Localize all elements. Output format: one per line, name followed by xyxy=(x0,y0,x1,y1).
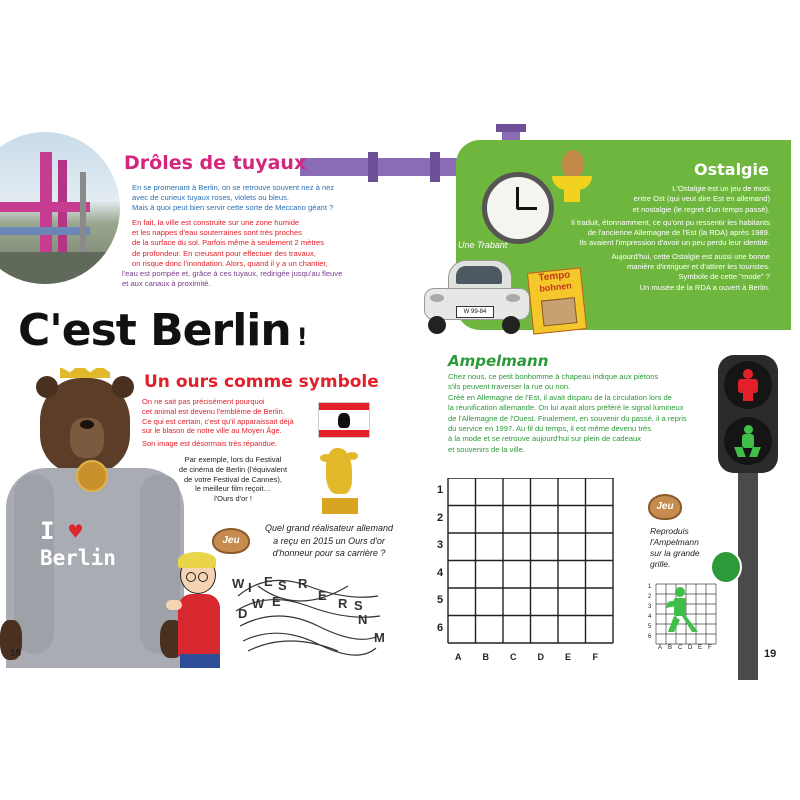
grid-row-label: 6 xyxy=(437,621,444,634)
grid-col-label: B xyxy=(482,652,489,662)
ours-red-text: On ne sait pas précisément pourquoi cet animal est devenu l'emblème de Berlin. Ce qui est certain, c'est qu'il apparaissait déjà sur le blason de notre ville au Moyen Âge. Son image est désormais très répandue. xyxy=(142,397,294,449)
grid-col-label: E xyxy=(565,652,572,662)
grid-col-label: A xyxy=(455,652,462,662)
tempo-bohnen-box: Tempo bohnen xyxy=(527,267,587,334)
heart-icon: ♥ xyxy=(68,520,83,545)
pipes-photo xyxy=(0,132,120,284)
ostalgie-title: Ostalgie xyxy=(694,160,769,179)
drawing-grid xyxy=(430,478,630,668)
small-grid-col-label: D xyxy=(688,645,693,651)
golden-bear-icon xyxy=(318,448,362,518)
ours-black-text: Par exemple, lors du Festival de cinéma de Berlin (l'équivalent de votre Festival de Cannes), le meilleur film reçoit… l'Ours d'or ! xyxy=(178,455,288,504)
question-text: Quel grand réalisateur allemand a reçu en 2015 un Ours d'or d'honneur pour sa carrière ? xyxy=(264,523,394,558)
license-plate: W 99-84 xyxy=(456,306,494,318)
maze-letter: D xyxy=(238,606,248,621)
purple-pipe-top-cap xyxy=(496,124,526,132)
grid-col-label: F xyxy=(592,652,598,662)
grid-row-label: 2 xyxy=(437,511,444,524)
small-grid-row-label: 4 xyxy=(648,614,652,620)
grid-col-label: C xyxy=(510,652,517,662)
shirt-print: I ♥ Berlin xyxy=(40,517,116,570)
maze-letter: R xyxy=(298,576,308,591)
ours-title: Un ours comme symbole xyxy=(144,372,379,392)
small-grid-row-label: 5 xyxy=(648,624,652,630)
jeu-badge-right: Jeu xyxy=(648,494,682,520)
tuyaux-red-text: En fait, la ville est construite sur une zone humide et les nappes d'eau souterraines sont très proches de la surface du sol. Parfois même à seulement 2 mètres de profondeur. En creusant pour effectuer des travaux, on risque donc l'inondation. Alors, quand il y a un chantier, xyxy=(132,218,328,268)
tuyaux-purple-text: l'eau est pompée et, grâce à ces tuyaux, redirigée jusqu'au fleuve et aux canaux à proximité. xyxy=(122,269,343,289)
small-grid-row-label: 2 xyxy=(648,594,652,600)
maze-letter: I xyxy=(248,580,252,595)
page-number-right: 19 xyxy=(764,648,777,660)
small-grid-col-label: A xyxy=(658,645,663,651)
purple-pipe-joint xyxy=(368,152,378,182)
traffic-light xyxy=(718,355,778,680)
grid-col-label: D xyxy=(537,652,544,662)
small-grid-col-label: F xyxy=(708,645,712,651)
trabant-caption: Une Trabant xyxy=(458,240,508,250)
maze-letter: E xyxy=(264,574,273,589)
maze-puzzle xyxy=(228,566,386,656)
ampelmann-title: Ampelmann xyxy=(448,352,549,370)
maze-letter: E xyxy=(318,588,327,603)
maze-letter: W xyxy=(252,596,265,611)
grid-row-label: 5 xyxy=(437,594,444,606)
grid-row-label: 3 xyxy=(437,539,444,551)
small-grid-row-label: 6 xyxy=(648,634,652,640)
instruction-text: Reproduis l'Ampelmann sur la grande grille. xyxy=(650,526,700,569)
page-number-left: 18 xyxy=(10,648,22,659)
red-ampelmann-icon xyxy=(738,369,758,401)
green-ampelmann-icon xyxy=(736,425,760,457)
tuyaux-title: Drôles de tuyaux xyxy=(124,152,307,174)
small-grid-col-label: B xyxy=(668,645,673,651)
small-grid-col-label: E xyxy=(698,645,703,651)
maze-letter: R xyxy=(338,596,348,611)
purple-pipe-joint xyxy=(430,152,440,182)
maze-letter: S xyxy=(278,578,287,593)
page-headline: C'est Berlin ! xyxy=(18,305,307,356)
maze-letter: W xyxy=(232,576,245,591)
jeu-badge-left: Jeu xyxy=(212,528,250,554)
small-grid-col-label: C xyxy=(678,645,683,651)
boy-illustration xyxy=(166,556,226,668)
bear-crest-icon xyxy=(338,413,350,428)
ostalgie-text: L'Ostalgie est un jeu de mots entre Ost (qui veut dire Est en allemand) et nostalgie (le regret d'un temps passé). Il traduit, étonnamment, ce qu'ont pu ressentir les habitants de l'ancienne Allemagne de l'Est (la RDA) après 1989. Ils avaient l'impression d'avoir un peu perdu leur identité. Aujourd'hui, cette Ostalgie est aussi une bonne manière d'intriguer et d'attirer les touristes. Symbole de cette "mode" ? Un musée de la RDA a ouvert à Berlin. xyxy=(571,184,770,292)
maze-letter: M xyxy=(374,630,385,645)
berlin-flag xyxy=(318,402,370,438)
small-grid-row-label: 1 xyxy=(648,584,652,590)
grid-row-label: 1 xyxy=(437,484,444,496)
grid-row-label: 4 xyxy=(437,566,444,579)
small-grid-row-label: 3 xyxy=(648,604,652,610)
maze-letter: N xyxy=(358,612,368,627)
tuyaux-intro: En se promenant à Berlin, on se retrouve souvent nez à nez avec de curieux tuyaux roses, violets ou bleus. Mais à quoi peut bien servir cette sorte de Meccano géant ? xyxy=(132,183,335,213)
trabant-car xyxy=(420,252,532,338)
maze-letter: S xyxy=(354,598,363,613)
maze-letter: E xyxy=(272,594,281,609)
ampelmann-text: Chez nous, ce petit bonhomme à chapeau indique aux piétons s'ils peuvent traverser la rue ou non. Créé en Allemagne de l'Est, il avait disparu de la circulation lors de la réunification allemande. On lui avait alors préféré le signal lumineux de l'Allemagne de l'Ouest. Finalement, en souvenir du passé, il a repris du service en 1997. Au fil du temps, il est même devenu très à la mode et se retrouve aujourd'hui sur plein de cadeaux et souvenirs de la ville. xyxy=(448,372,687,454)
